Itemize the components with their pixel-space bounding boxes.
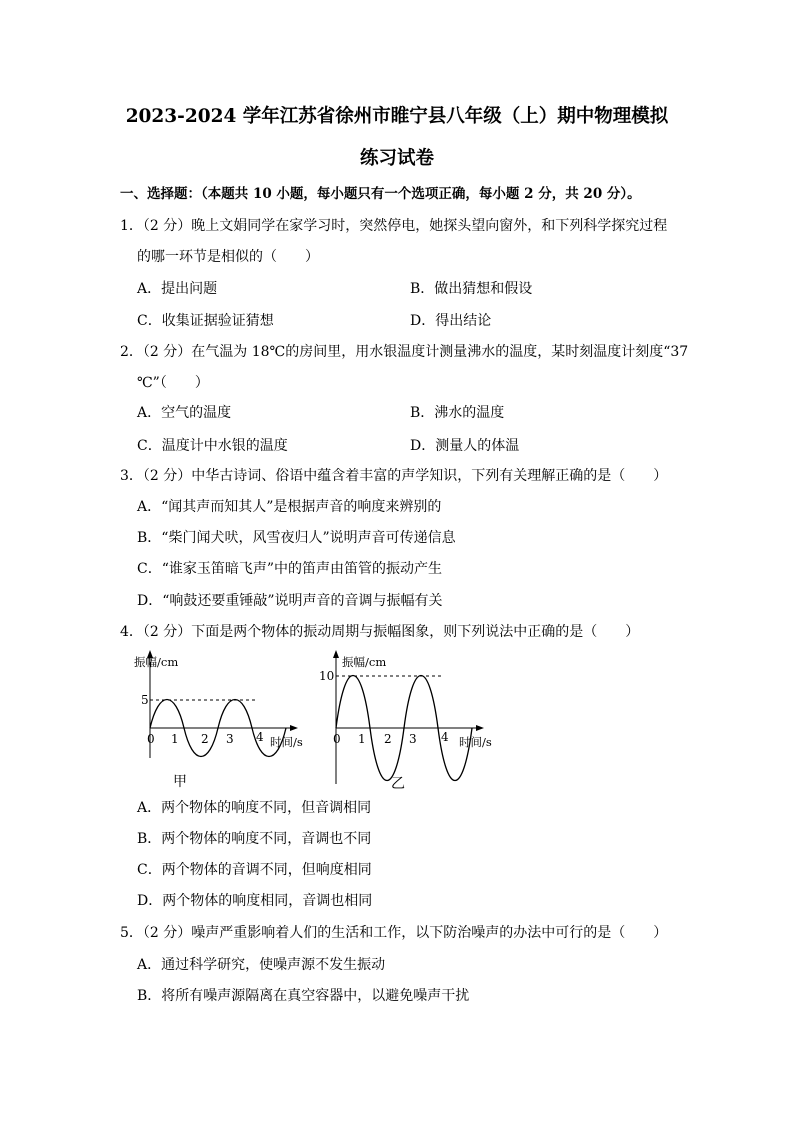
x-tick-3: 3 (226, 732, 234, 746)
amplitude-graph-yi (308, 648, 508, 793)
q2-option-d: D．测量人的体温 (410, 438, 520, 454)
q5-option-b: B．将所有噪声源隔离在真空容器中，以避免噪声干扰 (137, 988, 470, 1004)
exam-title-line1: 2023-2024 学年江苏省徐州市睢宁县八年级（上）期中物理模拟 (125, 106, 669, 127)
q2-option-a: A．空气的温度 (137, 405, 232, 421)
q3-option-b: B．“柴门闻犬吠，风雪夜归人”说明声音可传递信息 (137, 530, 456, 546)
y-axis-label: 振幅/cm (342, 655, 387, 669)
section-heading: 一、选择题：（本题共 10 小题，每小题只有一个选项正确，每小题 2 分，共 20 分）。 (120, 186, 641, 202)
y-axis-label: 振幅/cm (134, 655, 179, 669)
q3-option-c: C．“谁家玉笛暗飞声”中的笛声由笛管的振动产生 (137, 561, 443, 577)
q4-option-b: B．两个物体的响度不同，音调也不同 (137, 831, 372, 847)
q2-option-b: B．沸水的温度 (410, 405, 505, 421)
x-tick-3: 3 (409, 732, 417, 746)
x-tick-2: 2 (201, 732, 209, 746)
q1-option-d: D．得出结论 (410, 313, 492, 329)
q4-stem-line1: 4．（2 分）下面是两个物体的振动周期与振幅图象，则下列说法中正确的是（ ） (120, 624, 640, 640)
x-tick-0: 0 (333, 732, 341, 746)
graph-caption: 甲 (173, 774, 187, 790)
q1-option-c: C．收集证据验证猜想 (137, 313, 274, 329)
x-tick-2: 2 (384, 732, 392, 746)
graph-caption: 乙 (391, 776, 405, 792)
x-axis-arrow (290, 725, 298, 731)
x-axis-label: 时间/s (459, 735, 492, 749)
q2-stem-line2: ℃”（ ） (137, 375, 209, 391)
q5-stem-line1: 5．（2 分）噪声严重影响着人们的生活和工作，以下防治噪声的办法中可行的是（ ） (120, 925, 668, 941)
amplitude-tick: 5 (141, 693, 149, 707)
amplitude-graph-jia (130, 648, 320, 793)
amplitude-tick: 10 (319, 669, 335, 683)
q4-option-a: A．两个物体的响度不同，但音调相同 (137, 800, 372, 816)
q3-option-d: D．“响鼓还要重锤敲”说明声音的音调与振幅有关 (137, 593, 443, 609)
q1-option-b: B．做出猜想和假设 (410, 281, 533, 297)
exam-title-line2: 练习试卷 (359, 148, 434, 169)
q5-option-a: A．通过科学研究，使噪声源不发生振动 (137, 957, 386, 973)
x-tick-4: 4 (256, 730, 264, 744)
q3-option-a: A．“闻其声而知其人”是根据声音的响度来辨别的 (137, 499, 442, 515)
q1-stem-line2: 的哪一环节是相似的（ ） (137, 249, 319, 265)
x-tick-1: 1 (358, 732, 366, 746)
q1-stem-line1: 1．（2 分）晚上文娟同学在家学习时，突然停电，她探头望向窗外，和下列科学探究过程 (120, 218, 668, 234)
q2-option-c: C．温度计中水银的温度 (137, 438, 288, 454)
x-axis-label: 时间/s (270, 735, 303, 749)
q4-option-d: D．两个物体的响度相同，音调也相同 (137, 893, 373, 909)
q3-stem-line1: 3．（2 分）中华古诗词、俗语中蕴含着丰富的声学知识，下列有关理解正确的是（ ） (120, 468, 668, 484)
y-axis-arrow (333, 650, 339, 658)
x-tick-0: 0 (147, 732, 155, 746)
x-tick-1: 1 (171, 732, 179, 746)
x-axis-arrow (476, 725, 484, 731)
q1-option-a: A．提出问题 (137, 281, 218, 297)
x-tick-4: 4 (441, 730, 449, 744)
q4-option-c: C．两个物体的音调不同，但响度相同 (137, 862, 372, 878)
q2-stem-line1: 2．（2 分）在气温为 18℃的房间里，用水银温度计测量沸水的温度，某时刻温度计刻度“37 (120, 344, 689, 360)
